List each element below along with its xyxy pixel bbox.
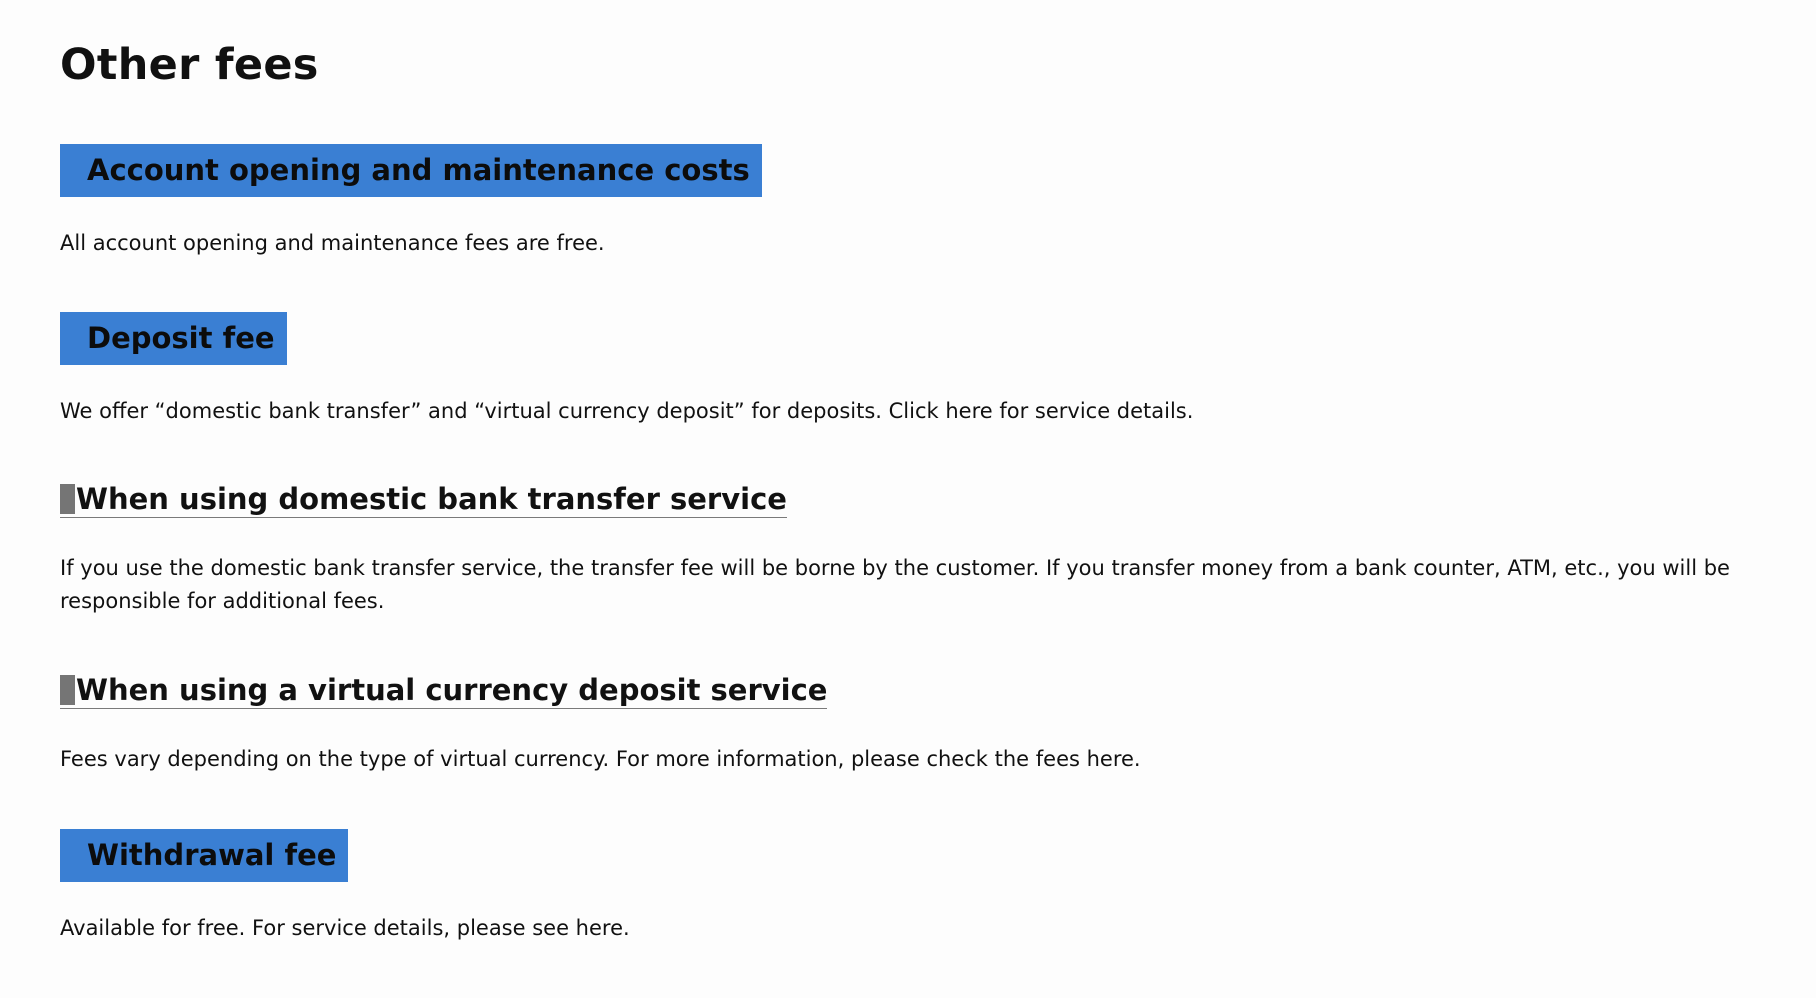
deposit-section-heading-block xyxy=(60,312,1756,365)
virtual-currency-subheading-block xyxy=(60,672,1756,709)
deposit-section-heading: Deposit fee xyxy=(60,312,287,365)
account-section-text: All account opening and maintenance fees are free. xyxy=(60,231,605,255)
bank-transfer-subheading-block xyxy=(60,481,1756,518)
deposit-section-text-block xyxy=(60,395,1756,428)
virtual-currency-subheading-label: When using a virtual currency deposit service xyxy=(76,673,828,707)
virtual-currency-subheading xyxy=(60,672,827,709)
account-section-heading: Account opening and maintenance costs xyxy=(60,144,762,197)
page-title: Other fees xyxy=(60,40,319,90)
bank-transfer-text: If you use the domestic bank transfer service, the transfer fee will be borne by the customer. If you transfer money from a bank counter, ATM, etc., you will be responsible for additional fees. xyxy=(60,556,1730,613)
page-title-block xyxy=(60,40,1756,92)
account-section-text-block xyxy=(60,227,1756,260)
bank-transfer-subheading-label: When using domestic bank transfer service xyxy=(76,482,787,516)
withdrawal-section-heading: Withdrawal fee xyxy=(60,829,348,882)
deposit-section-text: We offer “domestic bank transfer” and “virtual currency deposit” for deposits. Click here for service details. xyxy=(60,399,1194,423)
withdrawal-section-text: Available for free. For service details, please see here. xyxy=(60,916,630,940)
account-section-heading-block xyxy=(60,144,1756,197)
bank-transfer-subheading xyxy=(60,481,787,518)
subheading-marker xyxy=(60,675,75,705)
virtual-currency-text: Fees vary depending on the type of virtual currency. For more information, please check the fees here. xyxy=(60,747,1141,771)
withdrawal-section-heading-block xyxy=(60,829,1756,882)
withdrawal-section-text-block xyxy=(60,912,1756,945)
bank-transfer-text-block xyxy=(60,552,1756,618)
virtual-currency-text-block xyxy=(60,743,1756,776)
subheading-marker xyxy=(60,484,75,514)
